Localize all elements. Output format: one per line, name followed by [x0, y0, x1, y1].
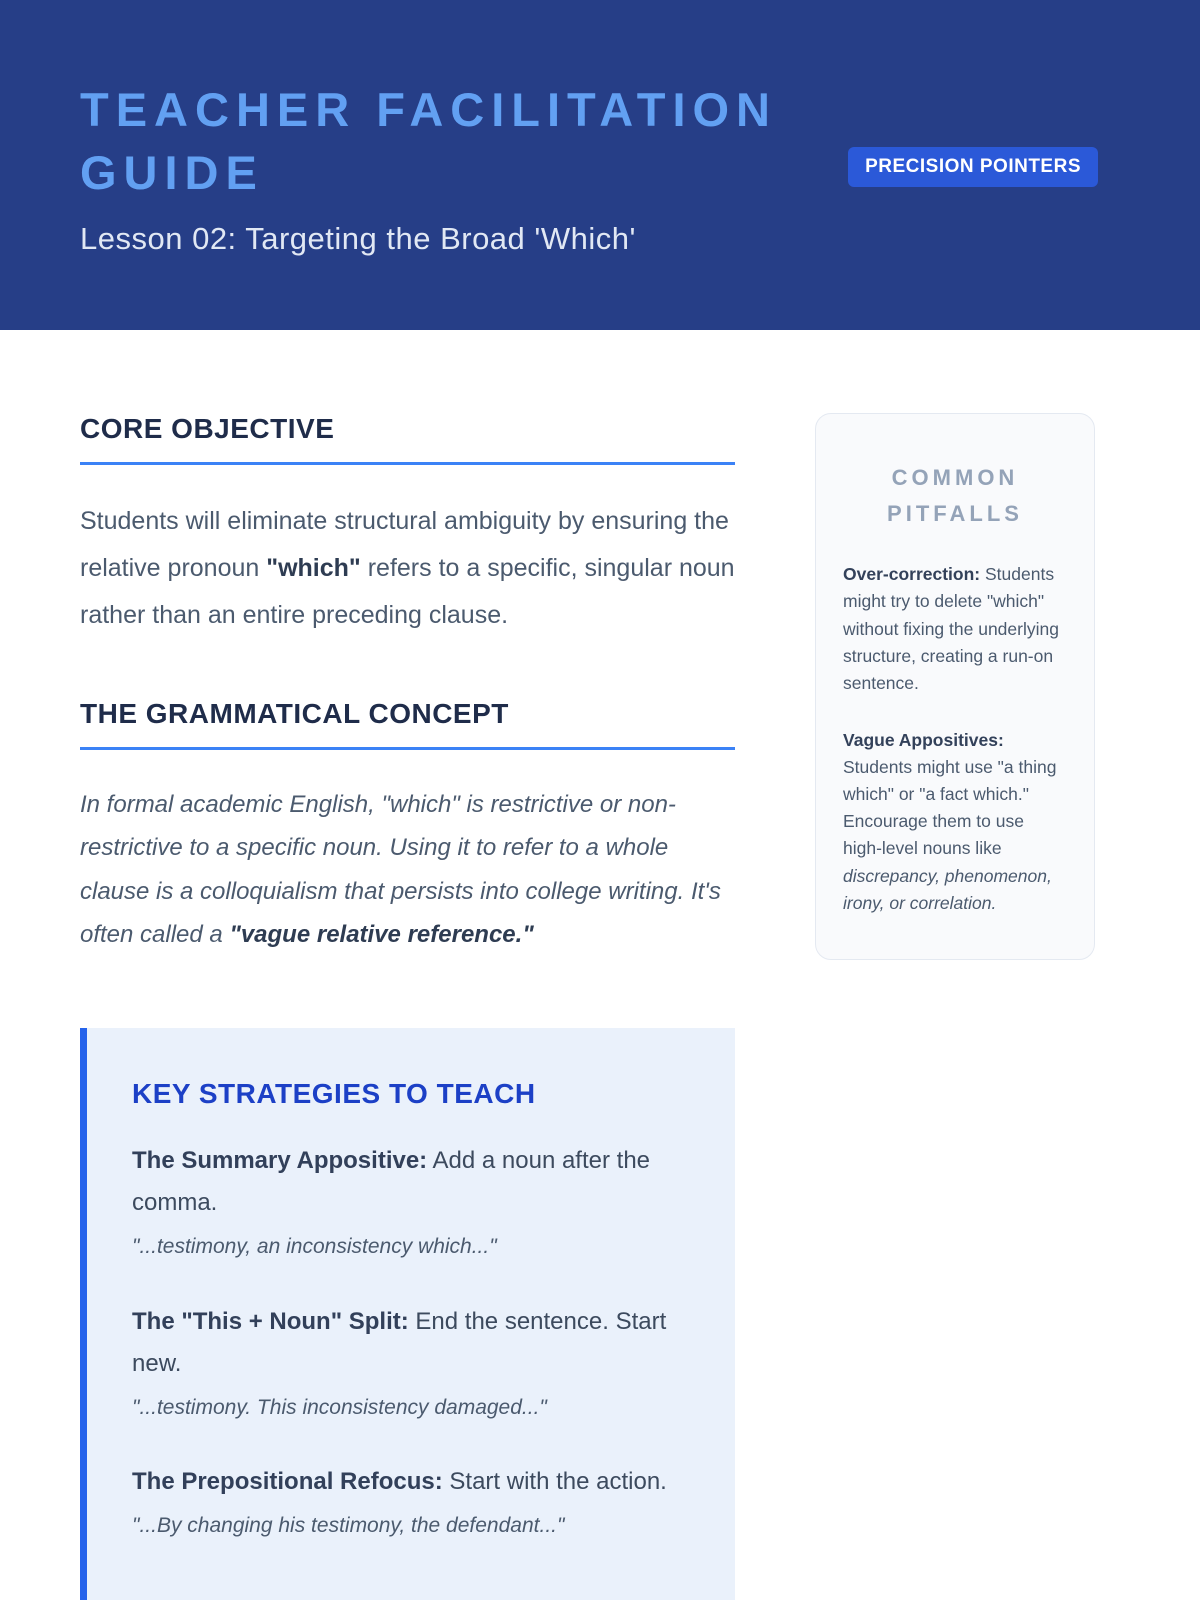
strategy-example: "...testimony, an inconsistency which..." [132, 1235, 497, 1258]
strategy-example: "...By changing his testimony, the defendant..." [132, 1514, 565, 1537]
header-banner [0, 0, 1200, 330]
common-pitfalls-heading: COMMON PITFALLS [887, 465, 1023, 526]
precision-pointers-badge: PRECISION POINTERS [848, 147, 1098, 187]
common-pitfalls-card [815, 413, 1095, 960]
pitfall-label: Over-correction: [843, 564, 981, 585]
grammatical-concept-heading: THE GRAMMATICAL CONCEPT [80, 698, 509, 730]
content-area [0, 330, 1200, 1600]
strategy-description: Start with the action. [442, 1468, 667, 1495]
page-title-line2: GUIDE [80, 146, 264, 199]
strategy-text [132, 1140, 690, 1224]
core-objective-heading: CORE OBJECTIVE [80, 413, 335, 444]
strategy-summary-appositive [132, 1140, 690, 1263]
section-core-objective [80, 413, 735, 638]
strategy-label: The Summary Appositive: [132, 1147, 428, 1174]
pitfall-text-italic: discrepancy, phenomenon, irony, or correlation. [843, 865, 1052, 913]
strategy-description: End the sentence. Start new. [132, 1307, 667, 1377]
strategy-text [132, 1461, 690, 1503]
core-objective-text-pre: Students will eliminate structural ambiguity by ensuring the relative pronoun [80, 507, 729, 582]
grammatical-concept-text [80, 783, 735, 956]
grammatical-concept-text-bold: "vague relative reference." [229, 920, 534, 948]
strategy-label: The "This + Noun" Split: [132, 1307, 409, 1335]
pitfall-over-correction [843, 561, 1067, 697]
strategy-text [132, 1301, 690, 1385]
strategy-prepositional-refocus [132, 1461, 690, 1542]
main-column [80, 413, 735, 1600]
core-objective-text-bold: "which" [266, 553, 361, 582]
strategy-this-noun-split [132, 1301, 690, 1424]
core-objective-text [80, 498, 735, 638]
section-rule [80, 747, 735, 750]
pitfall-text: Students might try to delete "which" without fixing the underlying structure, creating a run-on sentence. [843, 564, 1059, 693]
core-objective-text-post: refers to a specific, singular noun rather than an entire preceding clause. [80, 553, 735, 629]
pitfall-text: Students might use "a thing which" or "a fact which." Encourage them to use high-level nouns like [843, 757, 1057, 859]
page-title-line1: TEACHER FACILITATION [80, 83, 778, 136]
pitfall-vague-appositives [843, 727, 1067, 917]
strategy-description: Add a noun after the comma. [132, 1147, 651, 1216]
section-rule [80, 462, 735, 465]
pitfall-label: Vague Appositives: [843, 729, 1004, 750]
lesson-subtitle: Lesson 02: Targeting the Broad 'Which' [80, 221, 636, 256]
strategy-example: "...testimony. This inconsistency damaged..." [132, 1395, 547, 1419]
grammatical-concept-text-pre: In formal academic English, "which" is restrictive or non-restrictive to a specific noun. Using it to refer to a whole clause is a colloquialism that persists into college writing. It's often called a [80, 791, 721, 948]
section-grammatical-concept [80, 698, 735, 956]
key-strategies-box [80, 1028, 735, 1600]
key-strategies-heading: KEY STRATEGIES TO TEACH [132, 1078, 536, 1109]
strategy-label: The Prepositional Refocus: [132, 1468, 443, 1495]
